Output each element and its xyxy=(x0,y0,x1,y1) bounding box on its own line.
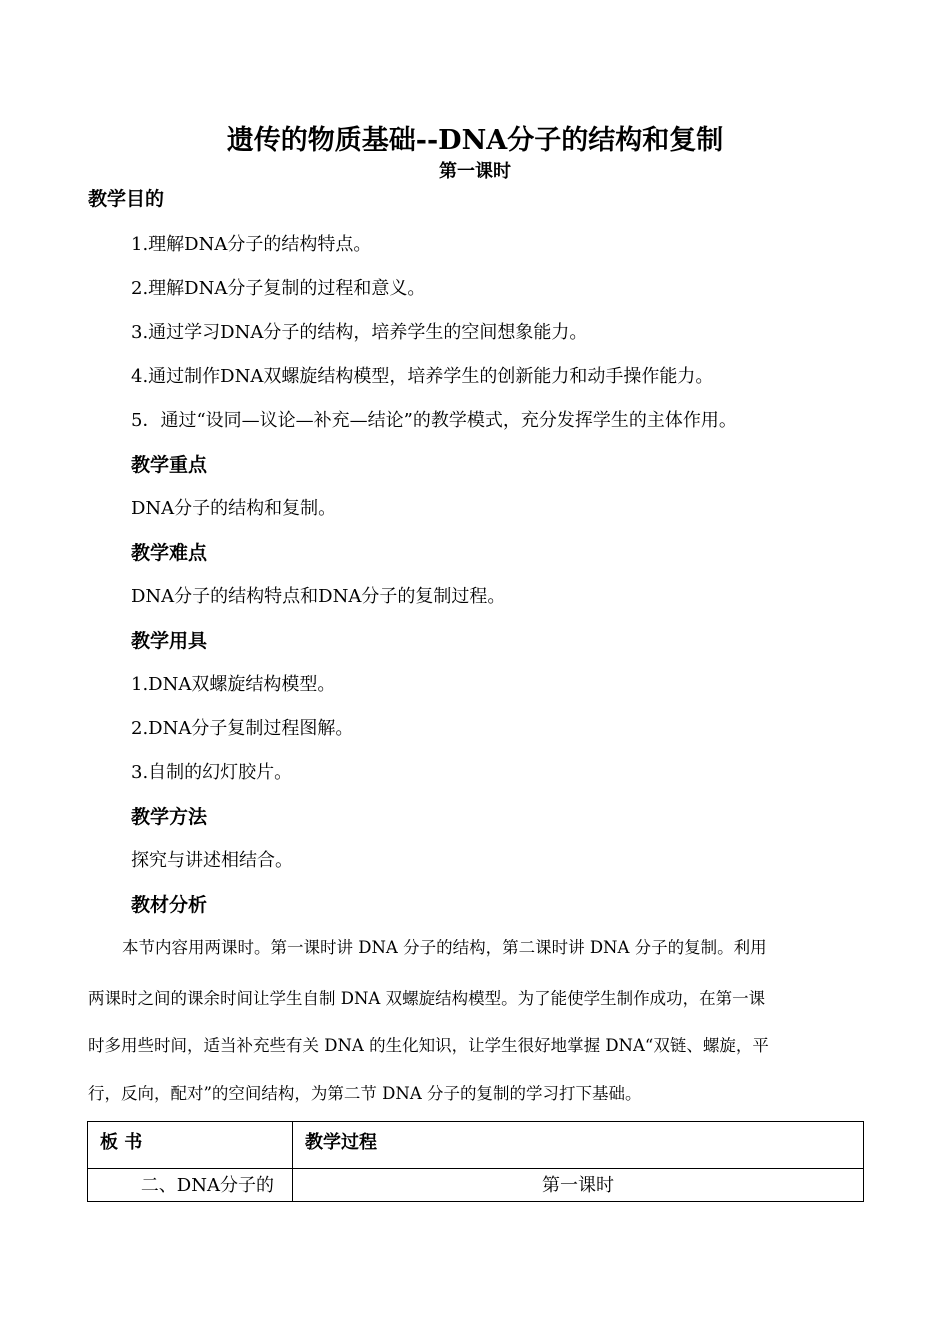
key-points-text: DNA分子的结构和复制。 xyxy=(131,498,337,519)
document-subtitle: 第一课时 xyxy=(439,161,511,182)
table-header-process xyxy=(293,1122,864,1169)
tool-item: 3.自制的幻灯胶片。 xyxy=(131,762,293,783)
table-cell-process: 第一课时 xyxy=(293,1169,864,1202)
method-text: 探究与讲述相结合。 xyxy=(131,850,293,871)
table-header-process-label: 教学过程 xyxy=(305,1132,377,1153)
table-cell-board: 二、DNA分子的 xyxy=(88,1169,293,1202)
tool-item: 2.DNA分子复制过程图解。 xyxy=(131,718,354,739)
document-title: 遗传的物质基础--DNA分子的结构和复制 xyxy=(226,125,724,156)
table-header-board-label: 板 书 xyxy=(100,1132,143,1153)
objectives-heading: 教学目的 xyxy=(88,188,165,210)
difficulty-heading: 教学难点 xyxy=(131,542,208,564)
tool-item: 1.DNA双螺旋结构模型。 xyxy=(131,674,336,695)
method-heading: 教学方法 xyxy=(131,806,208,828)
objective-item: 1.理解DNA分子的结构特点。 xyxy=(131,234,372,255)
analysis-line: 时多用些时间，适当补充些有关 DNA 的生化知识，让学生很好地掌握 DNA“双链、螺旋，平 xyxy=(88,1036,769,1055)
objective-item: 3.通过学习DNA分子的结构，培养学生的空间想象能力。 xyxy=(131,322,588,343)
objective-item: 2.理解DNA分子复制的过程和意义。 xyxy=(131,278,426,299)
lesson-table xyxy=(87,1121,864,1202)
analysis-line: 行，反向，配对”的空间结构，为第二节 DNA 分子的复制的学习打下基础。 xyxy=(88,1084,642,1103)
analysis-line: 两课时之间的课余时间让学生自制 DNA 双螺旋结构模型。为了能使学生制作成功，在第一课 xyxy=(88,989,766,1008)
tools-heading: 教学用具 xyxy=(131,630,208,652)
difficulty-text: DNA分子的结构特点和DNA分子的复制过程。 xyxy=(131,586,506,607)
table-header-board xyxy=(88,1122,293,1169)
analysis-heading: 教材分析 xyxy=(131,894,208,916)
key-points-heading: 教学重点 xyxy=(131,454,208,476)
analysis-line: 本节内容用两课时。第一课时讲 DNA 分子的结构，第二课时讲 DNA 分子的复制。利用 xyxy=(122,938,767,957)
objective-item: 4.通过制作DNA双螺旋结构模型，培养学生的创新能力和动手操作能力。 xyxy=(131,366,714,387)
objective-item: 5．通过“设同—议论—补充—结论”的教学模式，充分发挥学生的主体作用。 xyxy=(131,410,737,431)
